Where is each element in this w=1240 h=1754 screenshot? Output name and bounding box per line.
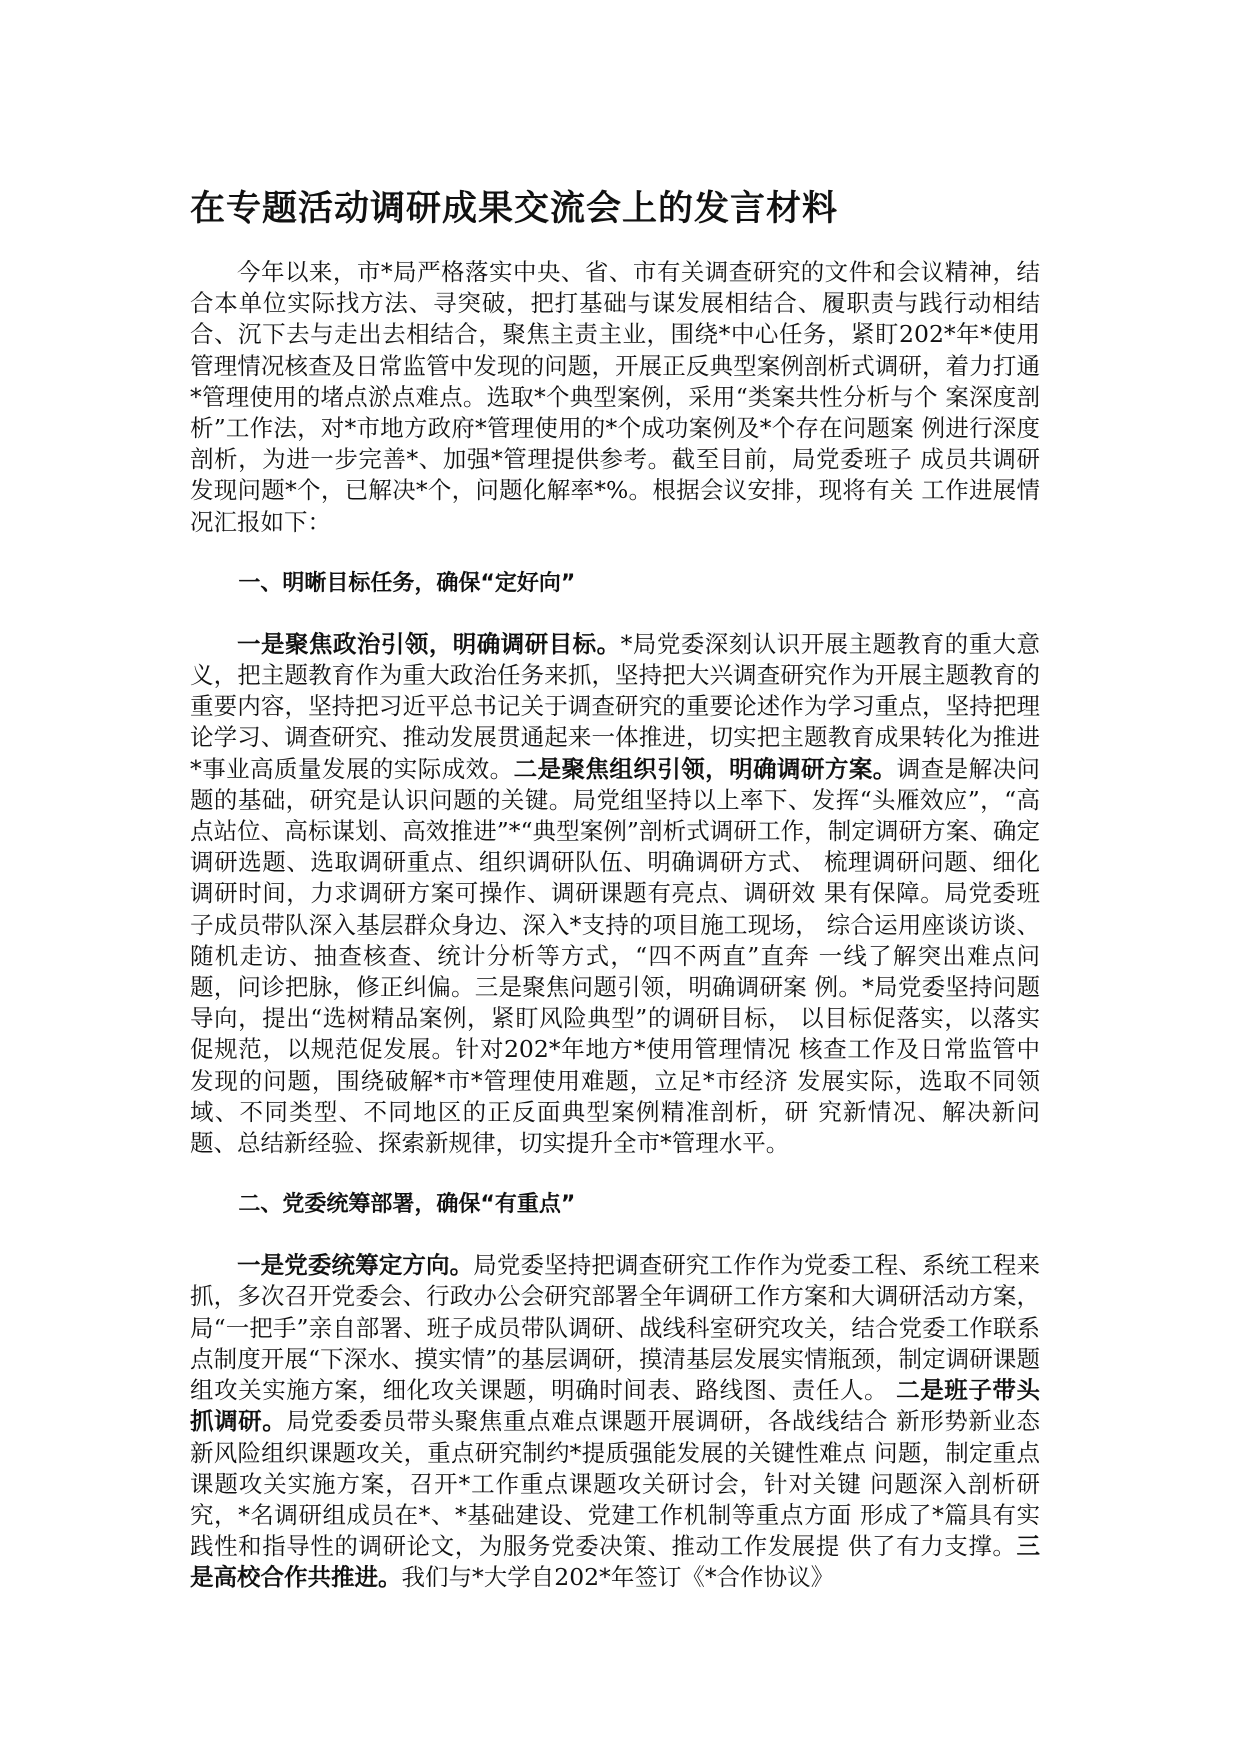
section-1-lead-1: 一是聚焦政治引领，明确调研目标。 [237, 629, 621, 658]
section-2-text-1: 局党委坚持把调查研究工作作为党委工程、系统工程来抓，多次召开党委会、行政办公会研究部署全年调研工作方案和大调研活动方案，局“一把手”亲自部署、班子成员带队调研、战线科室研究攻关，结合党委工作联系点制度开展“下深水、摸实情”的基层调研，摸清基层发展实情瓶颈，制定调研课题组攻关实施方案，细化攻关课题，明确时间表、路线图、责任人。 [190, 1251, 1041, 1405]
intro-paragraph: 今年以来，市*局严格落实中央、省、市有关调查研究的文件和会议精神，结合本单位实际找方法、寻突破，把打基础与谋发展相结合、履职责与践行动相结合、沉下去与走出去相结合，聚焦主责主业，围绕*中心任务，紧盯202*年*使用管理情况核查及日常监管中发现的问题，开展正反典型案例剖析式调研，着力打通*管理使用的堵点淤点难点。选取*个典型案例，采用“类案共性分析与个 案深度剖析”工作法，对*市地方政府*管理使用的*个成功案例及*个存在问题案 例进行深度剖析，为进一步完善*、加强*管理提供参考。截至目前，局党委班子 成员共调研发现问题*个，已解决*个，问题化解率*%。根据会议安排，现将有关 工作进展情况汇报如下： [190, 258, 1040, 536]
section-2-paragraph [190, 1250, 1040, 1593]
document-page [190, 185, 1040, 1594]
section-2-lead-2: 二是班子带头抓调研。 [190, 1376, 1040, 1436]
section-1-text-2: 调查是解决问题的基础，研究是认识问题的关键。局党组坚持以上率下、发挥“头雁效应”，“高点站位、高标谋划、高效推进”*“典型案例”剖析式调研工作，制定调研方案、确定调研选题、选取调研重点、组织调研队伍、明确调研方式、 梳理调研问题、细化调研时间，力求调研方案可操作、调研课题有亮点、调研效 果有保障。局党委班子成员带队深入基层群众身边、深入*支持的项目施工现场， 综合运用座谈访谈、随机走访、抽查核查、统计分析等方式，“四不两直”直奔 一线了解突出难点问题，问诊把脉，修正纠偏。三是聚焦问题引领，明确调研案 例。*局党委坚持问题导向，提出“选树精品案例，紧盯风险典型”的调研目标， 以目标促落实，以落实促规范，以规范促发展。针对202*年地方*使用管理情况 核查工作及日常监管中发现的问题，围绕破解*市*管理使用难题，立足*市经济 发展实际，选取不同领域、不同类型、不同地区的正反面典型案例精准剖析，研 究新情况、解决新问题、总结新经验、探索新规律，切实提升全市*管理水平。 [190, 754, 1041, 1158]
section-1-paragraph [190, 629, 1040, 1159]
section-heading-2: 二、党委统筹部署，确保“有重点” [238, 1192, 576, 1218]
section-2-text-2: 局党委委员带头聚焦重点难点课题开展调研，各战线结合 新形势新业态新风险组织课题攻关，重点研究制约*提质强能发展的关键性难点 问题，制定重点课题攻关实施方案，召开*工作重点课题攻关研讨会，针对关键 问题深入剖析研究，*名调研组成员在*、*基础建设、党建工作机制等重点方面 形成了*篇具有实践性和指导性的调研论文，为服务党委决策、推动工作发展提 供了有力支撑。 [190, 1407, 1040, 1561]
section-heading-1: 一、明晰目标任务，确保“定好向” [238, 570, 576, 596]
section-2-text-3: 我们与*大学自202*年签订《*合作协议》 [401, 1563, 835, 1592]
section-1-text-1: *局党委深刻认识开展主题教育的重大意义，把主题教育作为重大政治任务来抓，坚持把大兴调查研究作为开展主题教育的重要内容，坚持把习近平总书记关于调查研究的重要论述作为学习重点，坚持把理论学习、调查研究、推动发展贯通起来一体推进，切实把主题教育成果转化为推进*事业高质量发展的实际成效。 [190, 629, 1041, 783]
section-2-lead-1: 一是党委统筹定方向。 [237, 1251, 474, 1280]
section-1-lead-2: 二是聚焦组织引领，明确调研方案。 [513, 754, 897, 783]
section-2-lead-3: 三是高校合作共推进。 [190, 1532, 1040, 1592]
document-title: 在专题活动调研成果交流会上的发言材料 [190, 189, 839, 229]
